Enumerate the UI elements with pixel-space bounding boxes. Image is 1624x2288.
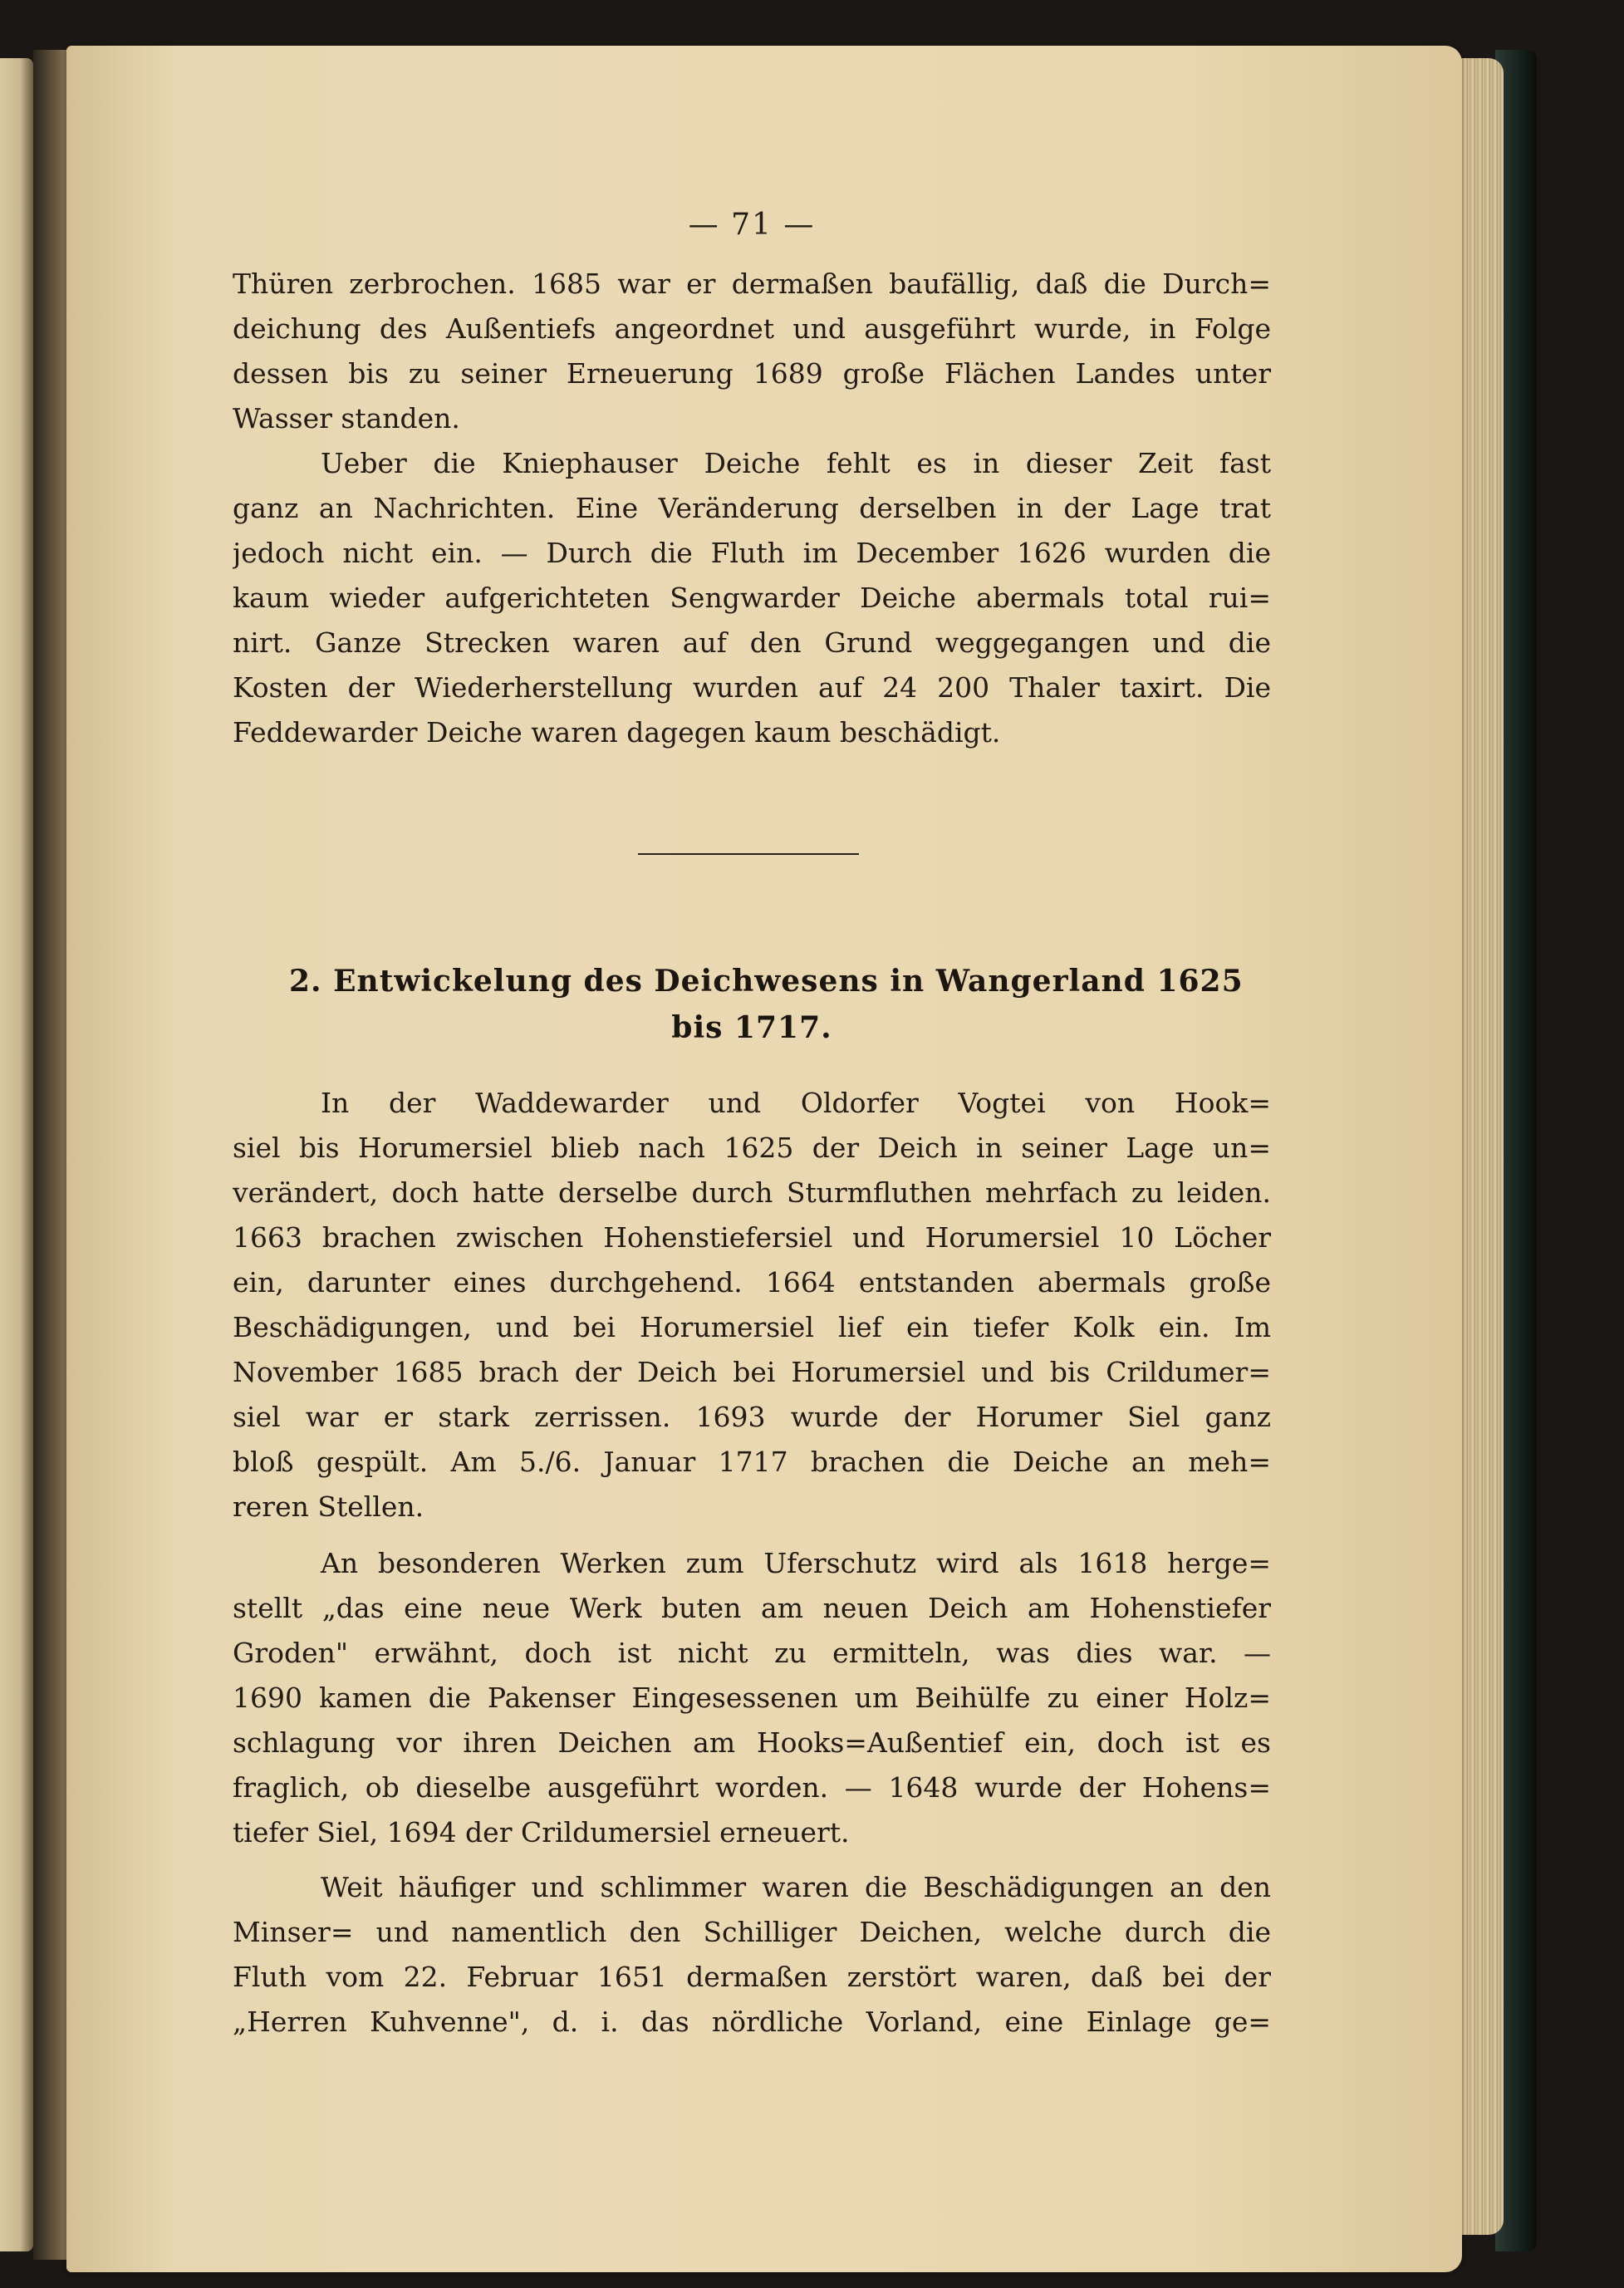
text-line: 1663 brachen zwischen Hohenstiefersiel und Horumersiel 10 Löcher [233,1221,1271,1254]
text-line: nirt. Ganze Strecken waren auf den Grund weggegangen und die [233,626,1271,659]
text-line: Groden" erwähnt, doch ist nicht zu ermitteln, was dies war. — [233,1637,1271,1669]
text-line: Kosten der Wiederherstellung wurden auf 24 200 Thaler taxirt. Die [233,671,1271,704]
text-line: verändert, doch hatte derselbe durch Sturmfluthen mehrfach zu leiden. [233,1176,1271,1209]
text-line: 1690 kamen die Pakenser Eingesessenen um Beihülfe zu einer Holz= [233,1682,1271,1714]
text-line: An besonderen Werken zum Uferschutz wird als 1618 herge= [321,1547,1271,1579]
text-line: jedoch nicht ein. — Durch die Fluth im December 1626 wurden die [233,537,1271,569]
paragraph-5 [233,1865,1271,2045]
text-line: ein, darunter eines durchgehend. 1664 entstanden abermals große [233,1266,1271,1299]
text-line: Minser= und namentlich den Schilliger Deichen, welche durch die [233,1916,1271,1948]
text-line: „Herren Kuhvenne", d. i. das nördliche Vorland, eine Einlage ge= [233,2006,1271,2038]
heading-line: bis 1717. [671,1010,832,1045]
paragraph-1 [233,262,1271,441]
text-line: Weit häufiger und schlimmer waren die Beschädigungen an den [321,1871,1271,1903]
paragraph-3 [233,1081,1271,1529]
text-line: ganz an Nachrichten. Eine Veränderung derselben in der Lage trat [233,492,1271,524]
text-line: siel war er stark zerrissen. 1693 wurde der Horumer Siel ganz [233,1401,1271,1433]
text-line: deichung des Außentiefs angeordnet und ausgeführt wurde, in Folge [233,312,1271,345]
text-line: Fluth vom 22. Februar 1651 dermaßen zerstört waren, daß bei der [233,1961,1271,1993]
text-line: reren Stellen. [233,1490,424,1523]
text-line: stellt „das eine neue Werk buten am neuen Deich am Hohenstiefer [233,1592,1271,1624]
text-line: Wasser standen. [233,402,460,435]
text-line: schlagung vor ihren Deichen am Hooks=Außentief ein, doch ist es [233,1726,1271,1759]
text-line: bloß gespült. Am 5./6. Januar 1717 brachen die Deiche an meh= [233,1446,1271,1478]
section-divider [638,853,859,855]
text-line: tiefer Siel, 1694 der Crildumersiel erneuert. [233,1816,850,1849]
paragraph-4 [233,1541,1271,1855]
text-line: November 1685 brach der Deich bei Horumersiel und bis Crildumer= [233,1356,1271,1388]
text-line: Feddewarder Deiche waren dagegen kaum beschädigt. [233,716,1001,749]
heading-line: 2. Entwickelung des Deichwesens in Wangerland 1625 [289,964,1244,999]
text-line: dessen bis zu seiner Erneuerung 1689 große Flächen Landes unter [233,357,1271,390]
text-line: In der Waddewarder und Oldorfer Vogtei von Hook= [321,1087,1271,1119]
paragraph-2 [233,441,1271,755]
book-page [66,46,1462,2272]
text-line: fraglich, ob dieselbe ausgeführt worden. — 1648 wurde der Hohens= [233,1771,1271,1804]
text-line: Thüren zerbrochen. 1685 war er dermaßen baufällig, daß die Durch= [233,268,1271,300]
text-line: Beschädigungen, und bei Horumersiel lief ein tiefer Kolk ein. Im [233,1311,1271,1343]
text-line: siel bis Horumersiel blieb nach 1625 der Deich in seiner Lage un= [233,1132,1271,1164]
left-page-edge [0,58,33,2251]
page-number: — 71 — [688,208,816,242]
text-line: Ueber die Kniephauser Deiche fehlt es in dieser Zeit fast [321,447,1271,479]
text-line: kaum wieder aufgerichteten Sengwarder Deiche abermals total rui= [233,582,1271,614]
section-heading [233,958,1271,1051]
